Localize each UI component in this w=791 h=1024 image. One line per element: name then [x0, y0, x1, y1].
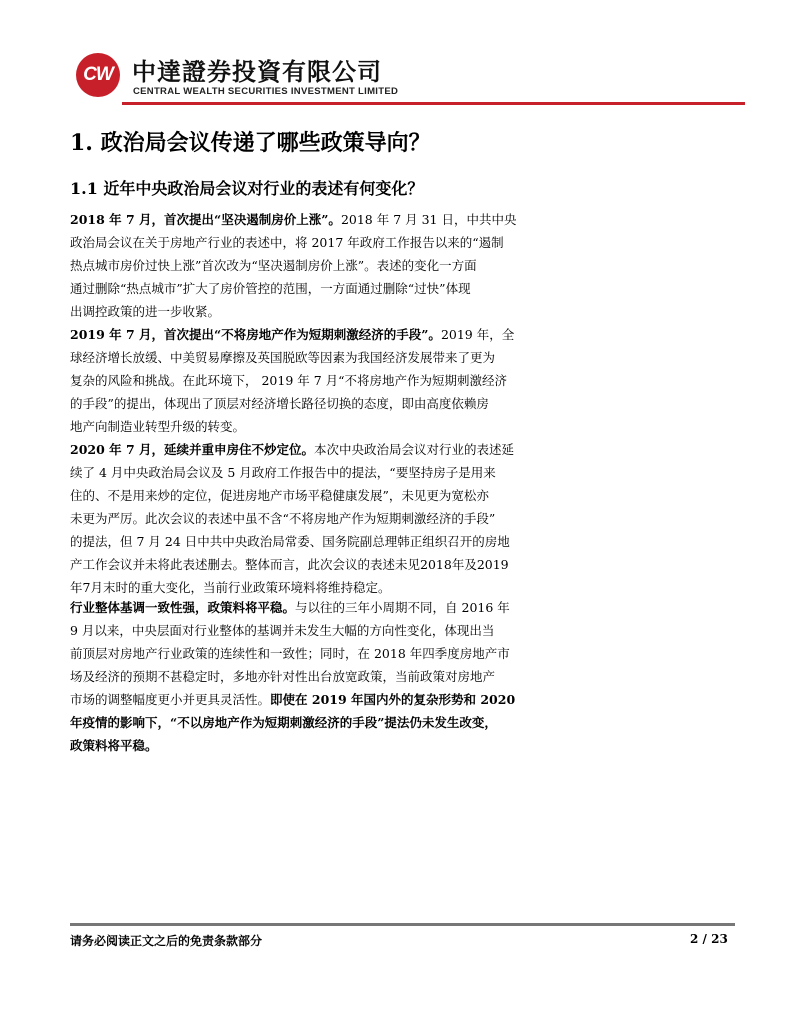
- paragraph-lead: 行业整体基调一致性强，政策料将平稳。: [70, 600, 296, 615]
- paragraph-2019: [70, 323, 550, 438]
- footer-divider: [70, 923, 735, 926]
- paragraph-body: 2018 年 7 月 31 日，中共中央 政治局会议在关于房地产行业的表述中，将 2017 年政府工作报告以来的“遏制 热点城市房价过快上涨”首次改为“坚决遏制房价上涨”。表述的变化一方面 通过删除“热点城市”扩大了房价管控的范围，一方面通过删除“过快”体现 出调控政策的进一步收紧。: [70, 212, 517, 319]
- paragraph-summary: [70, 596, 550, 757]
- paragraph-conclusion: 即使在 2019 年国内外的复杂形势和 2020 年疫情的影响下，“不以房地产作为短期刺激经济的手段”提法仍未发生改变， 政策料将平稳。: [70, 692, 516, 753]
- paragraph-body: 本次中央政治局会议对行业的表述延 续了 4 月中央政治局会议及 5 月政府工作报告中的提法，“要坚持房子是用来 住的、不是用来炒的定位，促进房地产市场平稳健康发展”，未见更为宽松亦 未更为严厉。此次会议的表述中虽不含“不将房地产作为短期刺激经济的手段” 的提法，但 7 月 24 日中共中央政治局常委、国务院副总理韩正组织召开的房地 产工作会议并未将此表述删去。整体而言，此次会议的表述未见2018年及2019 年7月末时的重大变化，当前行业政策环境料将维持稳定。: [70, 442, 515, 595]
- company-name-cn: 中達證券投資有限公司: [132, 58, 382, 86]
- paragraph-lead: 2018 年 7 月，首次提出“坚决遏制房价上涨”。: [70, 212, 341, 227]
- section-heading: 1. 政治局会议传递了哪些政策导向？: [70, 130, 431, 156]
- header-divider: [122, 102, 745, 105]
- footer-disclaimer: 请务必阅读正文之后的免责条款部分: [70, 934, 263, 948]
- paragraph-body: 与以往的三年小周期不同，自 2016 年 9 月以来，中央层面对行业整体的基调并未发生大幅的方向性变化，体现出当 前顶层对房地产行业政策的连续性和一致性；同时，在 2018 年四季度房地产市 场及经济的预期不甚稳定时，多地亦针对性出台放宽政策，当前政策对房地产 市场的调整幅度更小并更具灵活性。: [70, 600, 510, 707]
- page-number: 2 / 23: [690, 932, 728, 946]
- report-header: [70, 46, 750, 110]
- paragraph-2018: [70, 208, 550, 323]
- company-logo: CW: [76, 53, 120, 97]
- subsection-heading: 1.1 近年中央政治局会议对行业的表述有何变化？: [70, 179, 424, 198]
- paragraph-lead: 2019 年 7 月，首次提出“不将房地产作为短期刺激经济的手段”。: [70, 327, 441, 342]
- company-name-en: CENTRAL WEALTH SECURITIES INVESTMENT LIMITED: [133, 86, 399, 97]
- paragraph-lead: 2020 年 7 月，延续并重申房住不炒定位。: [70, 442, 315, 457]
- paragraph-body: 2019 年，全 球经济增长放缓、中美贸易摩擦及英国脱欧等因素为我国经济发展带来了更为 复杂的风险和挑战。在此环境下， 2019 年 7 月“不将房地产作为短期刺激经济 的手段”的提出，体现出了顶层对经济增长路径切换的态度，即由高度依赖房 地产向制造业转型升级的转变。: [70, 327, 515, 434]
- paragraph-2020: [70, 438, 550, 599]
